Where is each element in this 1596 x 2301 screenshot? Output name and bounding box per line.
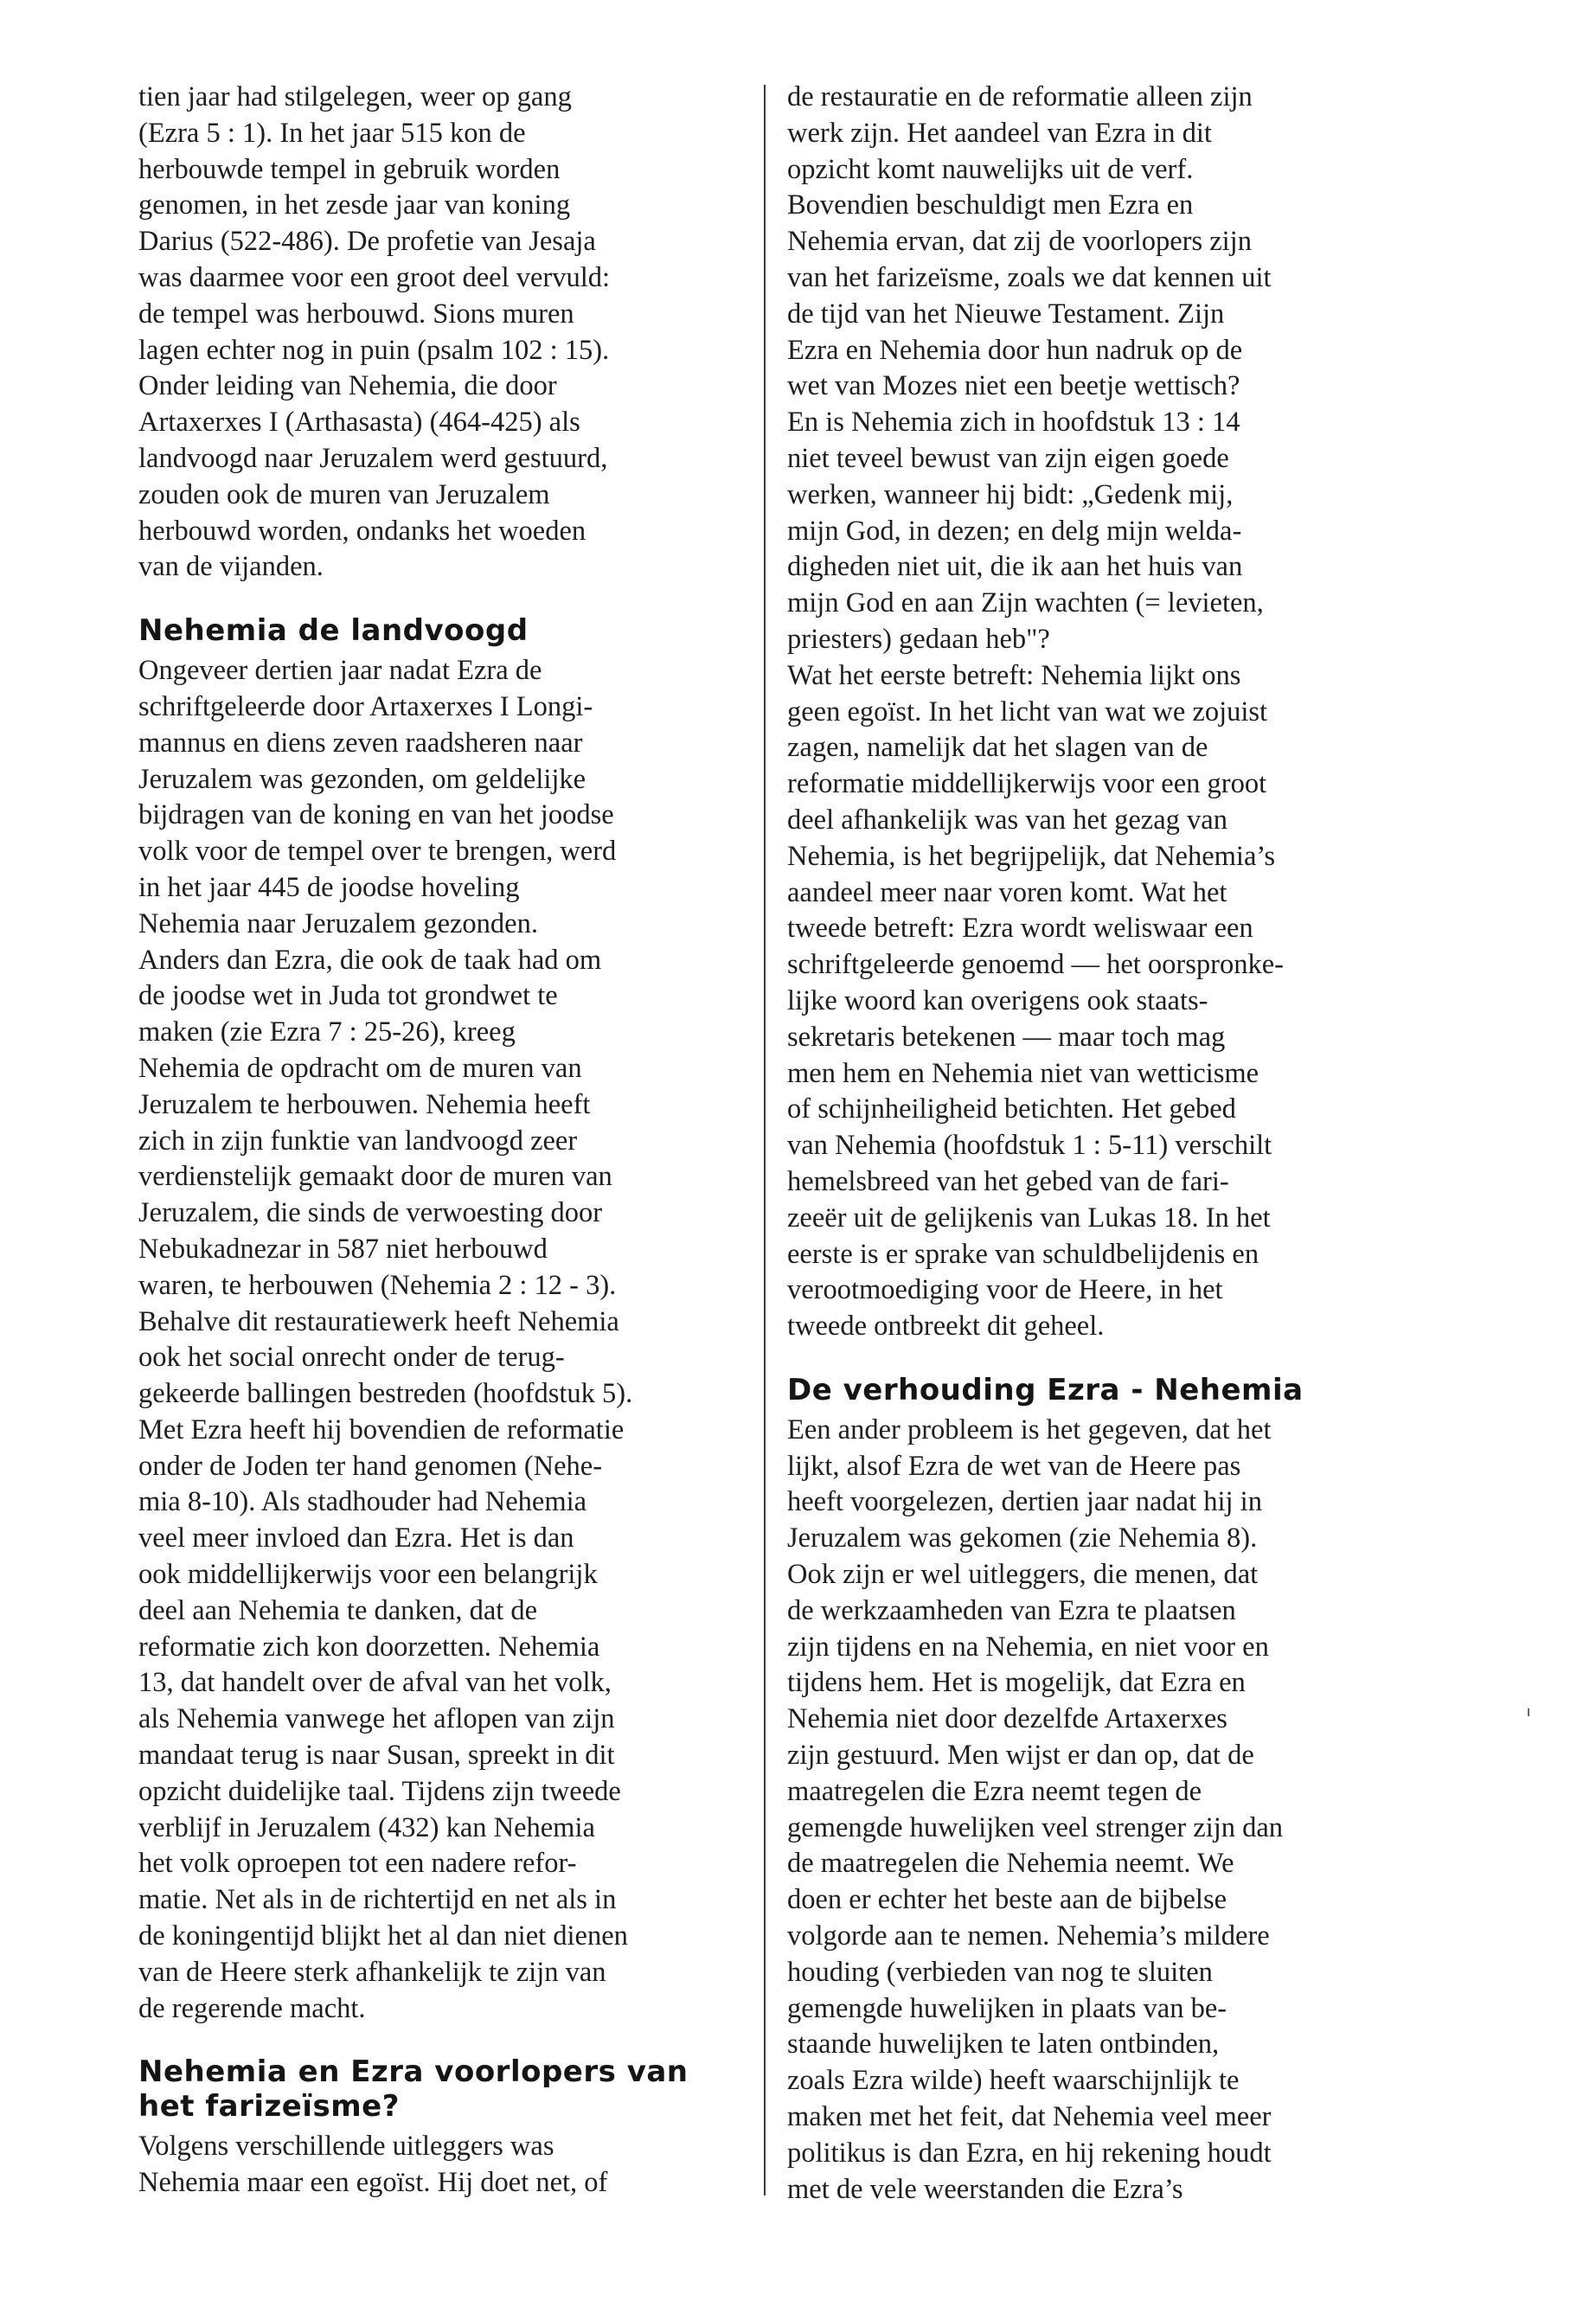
text-line: aandeel meer naar voren komt. Wat het xyxy=(787,876,1227,908)
text-line: zouden ook de muren van Jeruzalem xyxy=(138,478,550,510)
text-line: zich in zijn funktie van landvoogd zeer xyxy=(138,1125,578,1157)
text-line: Nehemia ervan, dat zij de voorlopers zijn xyxy=(787,226,1252,258)
text-line: mijn God, in dezen; en delg mijn welda- xyxy=(787,515,1242,547)
text-line: mia 8-10). Als stadhouder had Nehemia xyxy=(138,1486,587,1518)
paragraph-left-1 xyxy=(138,80,761,586)
text-line: Jeruzalem was gezonden, om geldelijke xyxy=(138,763,586,795)
text-line: Nebukadnezar in 587 niet herbouwd xyxy=(138,1233,548,1265)
text-line: Nehemia, is het begrijpelijk, dat Nehemia’s xyxy=(787,840,1276,872)
text-line: herbouwde tempel in gebruik worden xyxy=(138,153,561,185)
text-line: Onder leiding van Nehemia, die door xyxy=(138,370,557,402)
text-line: schriftgeleerde genoemd — het oorspronke- xyxy=(787,949,1284,981)
text-line: de maatregelen die Nehemia neemt. We xyxy=(787,1848,1234,1880)
heading-verhouding-ezra-nehemia xyxy=(787,1373,1410,1407)
paragraph-left-2 xyxy=(138,653,761,2027)
text-line: herbouwd worden, ondanks het woeden xyxy=(138,515,586,547)
text-line: mannus en diens zeven raadsheren naar xyxy=(138,727,583,759)
text-line: veel meer invloed dan Ezra. Het is dan xyxy=(138,1522,574,1554)
column-divider xyxy=(764,85,766,2195)
text-line: tien jaar had stilgelegen, weer op gang xyxy=(138,81,572,112)
text-line: zijn tijdens en na Nehemia, en niet voor en xyxy=(787,1631,1269,1663)
text-line: Volgens verschillende uitleggers was xyxy=(138,2131,554,2163)
right-column xyxy=(787,80,1410,2208)
heading-voorlopers-farizeisme xyxy=(138,2054,761,2124)
text-line: lijkt, alsof Ezra de wet van de Heere pas xyxy=(787,1450,1241,1482)
text-line: Jeruzalem was gekomen (zie Nehemia 8). xyxy=(787,1522,1258,1554)
text-line: zeeër uit de gelijkenis van Lukas 18. In het xyxy=(787,1202,1271,1234)
text-line: waren, te herbouwen (Nehemia 2 : 12 - 3). xyxy=(138,1269,617,1301)
paragraph-right-2 xyxy=(787,1413,1410,2208)
text-line: eerste is er sprake van schuldbelijdenis en xyxy=(787,1238,1259,1270)
heading-line: Nehemia de landvoogd xyxy=(138,613,529,649)
text-line: het volk oproepen tot een nadere refor- xyxy=(138,1848,577,1880)
text-line: reformatie middellijkerwijs voor een groot xyxy=(787,768,1267,800)
text-line: volk voor de tempel over te brengen, werd xyxy=(138,836,617,868)
text-line: Anders dan Ezra, die ook de taak had om xyxy=(138,944,602,976)
text-line: tweede betreft: Ezra wordt weliswaar een xyxy=(787,913,1253,945)
text-line: tijdens hem. Het is mogelijk, dat Ezra en xyxy=(787,1667,1246,1699)
text-line: landvoogd naar Jeruzalem werd gestuurd, xyxy=(138,442,608,474)
text-line: in het jaar 445 de joodse hoveling xyxy=(138,871,520,903)
text-line: Met Ezra heeft hij bovendien de reformatie xyxy=(138,1413,625,1445)
text-line: Wat het eerste betreft: Nehemia lijkt ons xyxy=(787,659,1241,691)
text-line: Jeruzalem te herbouwen. Nehemia heeft xyxy=(138,1088,591,1120)
text-line: werk zijn. Het aandeel van Ezra in dit xyxy=(787,117,1212,149)
text-line: volgorde aan te nemen. Nehemia’s mildere xyxy=(787,1920,1270,1952)
text-line: opzicht duidelijke taal. Tijdens zijn tweede xyxy=(138,1775,621,1807)
text-line: de restauratie en de reformatie alleen zijn xyxy=(787,81,1253,112)
text-line: Darius (522-486). De profetie van Jesaja xyxy=(138,226,596,258)
text-line: mandaat terug is naar Susan, spreekt in dit xyxy=(138,1740,615,1772)
text-line: digheden niet uit, die ik aan het huis van xyxy=(787,551,1243,583)
text-line: Ook zijn er wel uitleggers, die menen, dat xyxy=(787,1559,1259,1591)
text-line: Nehemia naar Jeruzalem gezonden. xyxy=(138,907,538,939)
text-line: onder de Joden ter hand genomen (Nehe- xyxy=(138,1450,603,1482)
text-line: men hem en Nehemia niet van wetticisme xyxy=(787,1057,1259,1089)
left-column xyxy=(138,80,761,2202)
text-line: ook middellijkerwijs voor een belangrijk xyxy=(138,1559,598,1591)
text-line: Nehemia en Ezra voorlopers van xyxy=(138,2054,689,2090)
text-line: van het farizeïsme, zoals we dat kennen uit xyxy=(787,261,1272,293)
text-line: heeft voorgelezen, dertien jaar nadat hij in xyxy=(787,1486,1262,1518)
text-line: Ongeveer dertien jaar nadat Ezra de xyxy=(138,655,542,687)
text-line: verdienstelijk gemaakt door de muren van xyxy=(138,1161,612,1193)
text-line: Behalve dit restauratiewerk heeft Nehemia xyxy=(138,1305,619,1337)
paragraph-left-3 xyxy=(138,2129,761,2202)
text-line: Nehemia de opdracht om de muren van xyxy=(138,1052,582,1084)
text-line: Een ander probleem is het gegeven, dat het xyxy=(787,1413,1272,1445)
text-line: met de vele weerstanden die Ezra’s xyxy=(787,2173,1183,2205)
text-line: Artaxerxes I (Arthasasta) (464-425) als xyxy=(138,407,580,439)
text-line: lijke woord kan overigens ook staats- xyxy=(787,984,1208,1016)
text-line: ook het social onrecht onder de terug- xyxy=(138,1342,565,1374)
text-line: genomen, in het zesde jaar van koning xyxy=(138,189,571,221)
text-line: maatregelen die Ezra neemt tegen de xyxy=(787,1775,1202,1807)
text-line: En is Nehemia zich in hoofdstuk 13 : 14 xyxy=(787,407,1240,439)
text-line: gemengde huwelijken veel strenger zijn dan xyxy=(787,1811,1284,1843)
text-line: van de Heere sterk afhankelijk te zijn van xyxy=(138,1956,606,1988)
text-line: zoals Ezra wilde) heeft waarschijnlijk te xyxy=(787,2065,1240,2097)
text-line: Bovendien beschuldigt men Ezra en xyxy=(787,189,1194,221)
paragraph-right-1 xyxy=(787,80,1410,1345)
text-line: de tijd van het Nieuwe Testament. Zijn xyxy=(787,298,1225,330)
text-line: niet teveel bewust van zijn eigen goede xyxy=(787,442,1229,474)
text-line: gekeerde ballingen bestreden (hoofdstuk 5). xyxy=(138,1378,633,1410)
text-line: wet van Mozes niet een beetje wettisch? xyxy=(787,370,1240,402)
text-line: deel afhankelijk was van het gezag van xyxy=(787,804,1227,836)
text-line: tweede ontbreekt dit geheel. xyxy=(787,1311,1105,1343)
text-line: deel aan Nehemia te danken, dat de xyxy=(138,1594,538,1626)
text-line: (Ezra 5 : 1). In het jaar 515 kon de xyxy=(138,117,526,149)
text-line: de tempel was herbouwd. Sions muren xyxy=(138,298,574,330)
text-line: maken met het feit, dat Nehemia veel meer xyxy=(787,2101,1272,2133)
text-line: de joodse wet in Juda tot grondwet te xyxy=(138,980,558,1012)
text-line: verblijf in Jeruzalem (432) kan Nehemia xyxy=(138,1811,595,1843)
text-line: de regerende macht. xyxy=(138,1992,366,2024)
text-line: bijdragen van de koning en van het joodse xyxy=(138,799,614,831)
text-line: mijn God en aan Zijn wachten (= levieten, xyxy=(787,587,1264,619)
text-line: priesters) gedaan heb"? xyxy=(787,623,1050,655)
text-line: zagen, namelijk dat het slagen van de xyxy=(787,732,1208,764)
text-line: reformatie zich kon doorzetten. Nehemia xyxy=(138,1631,600,1663)
text-line: sekretaris betekenen — maar toch mag xyxy=(787,1021,1226,1053)
print-speck xyxy=(1528,1708,1529,1716)
text-line: 13, dat handelt over de afval van het volk, xyxy=(138,1667,612,1699)
text-line: Ezra en Nehemia door hun nadruk op de xyxy=(787,334,1243,366)
text-line: van Nehemia (hoofdstuk 1 : 5-11) verschilt xyxy=(787,1130,1272,1162)
text-line: verootmoediging voor de Heere, in het xyxy=(787,1274,1223,1306)
text-line: de werkzaamheden van Ezra te plaatsen xyxy=(787,1594,1236,1626)
text-line: Nehemia niet door dezelfde Artaxerxes xyxy=(787,1703,1227,1735)
text-line: het farizeïsme? xyxy=(138,2089,400,2125)
text-line: werken, wanneer hij bidt: „Gedenk mij, xyxy=(787,478,1234,510)
text-line: opzicht komt nauwelijks uit de verf. xyxy=(787,153,1194,185)
text-line: politikus is dan Ezra, en hij rekening houdt xyxy=(787,2137,1272,2169)
heading-nehemia-de-landvoogd xyxy=(138,613,761,648)
text-line: doen er echter het beste aan de bijbelse xyxy=(787,1884,1227,1916)
text-line: gemengde huwelijken in plaats van be- xyxy=(787,1992,1227,2024)
text-line: geen egoïst. In het licht van wat we zojuist xyxy=(787,695,1268,727)
text-line: schriftgeleerde door Artaxerxes I Longi- xyxy=(138,690,593,722)
text-line: staande huwelijken te laten ontbinden, xyxy=(787,2029,1220,2061)
text-line: Nehemia maar een egoïst. Hij doet net, of xyxy=(138,2167,608,2199)
text-line: of schijnheiligheid betichten. Het gebed xyxy=(787,1093,1236,1125)
text-line: Jeruzalem, die sinds de verwoesting door xyxy=(138,1197,603,1229)
text-line: lagen echter nog in puin (psalm 102 : 15). xyxy=(138,334,610,366)
text-line: als Nehemia vanwege het aflopen van zijn xyxy=(138,1703,615,1735)
text-line: houding (verbieden van nog te sluiten xyxy=(787,1956,1213,1988)
text-line: was daarmee voor een groot deel vervuld: xyxy=(138,261,611,293)
text-line: van de vijanden. xyxy=(138,551,324,583)
text-line: matie. Net als in de richtertijd en net als in xyxy=(138,1884,617,1916)
text-line: maken (zie Ezra 7 : 25-26), kreeg xyxy=(138,1016,516,1048)
text-line: de koningentijd blijkt het al dan niet dienen xyxy=(138,1920,628,1952)
text-line: hemelsbreed van het gebed van de fari- xyxy=(787,1165,1229,1197)
heading-line: De verhouding Ezra - Nehemia xyxy=(787,1372,1304,1407)
text-line: zijn gestuurd. Men wijst er dan op, dat de xyxy=(787,1740,1254,1772)
